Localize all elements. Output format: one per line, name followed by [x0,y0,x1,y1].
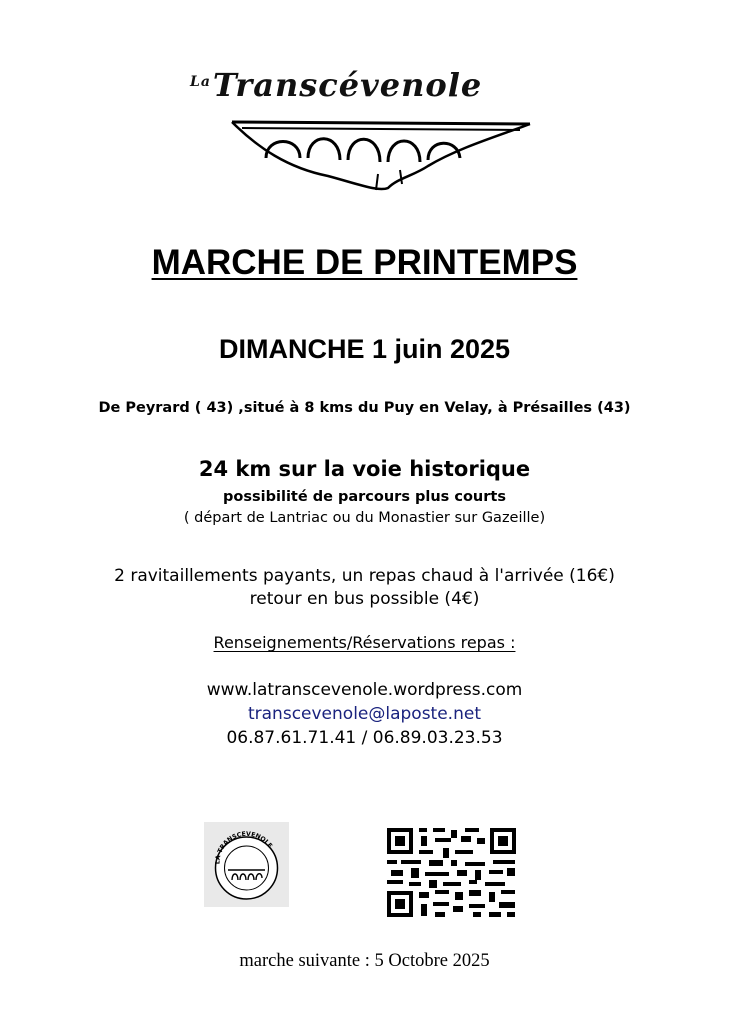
event-title: MARCHE DE PRINTEMPS [151,243,578,282]
logo-wordmark [190,66,530,126]
phone-numbers: 06.87.61.71.41 / 06.89.03.23.53 [226,728,503,748]
website-link[interactable]: www.latranscevenole.wordpress.com [206,680,523,700]
route-departure-points: ( départ de Lantriac ou du Monastier sur Gazeille) [183,510,546,526]
logo-name: Transcévenole [212,66,483,104]
route-shorter-options: possibilité de parcours plus courts [223,489,506,505]
viaduct-illustration [228,118,533,198]
seal-graphic [204,822,289,907]
supplies-info: 2 ravitaillements payants, un repas chaud à l'arrivée (16€) [114,566,615,586]
route-distance: 24 km sur la voie historique [198,457,531,481]
bus-return-info: retour en bus possible (4€) [249,589,480,609]
event-date: DIMANCHE 1 juin 2025 [218,334,511,364]
event-location: De Peyrard ( 43) ,situé à 8 kms du Puy en Velay, à Présailles (43) [98,400,631,416]
next-walk-notice: marche suivante : 5 Octobre 2025 [239,951,490,971]
logo-prefix: La [190,74,211,90]
svg-text:LA TRANSCEVENOLE: LA TRANSCEVENOLE [214,830,274,865]
qr-code[interactable] [385,826,518,919]
club-seal-logo [204,822,289,907]
contact-heading: Renseignements/Réservations repas : [213,633,516,652]
email-link[interactable]: transcevenole@laposte.net [247,704,481,724]
